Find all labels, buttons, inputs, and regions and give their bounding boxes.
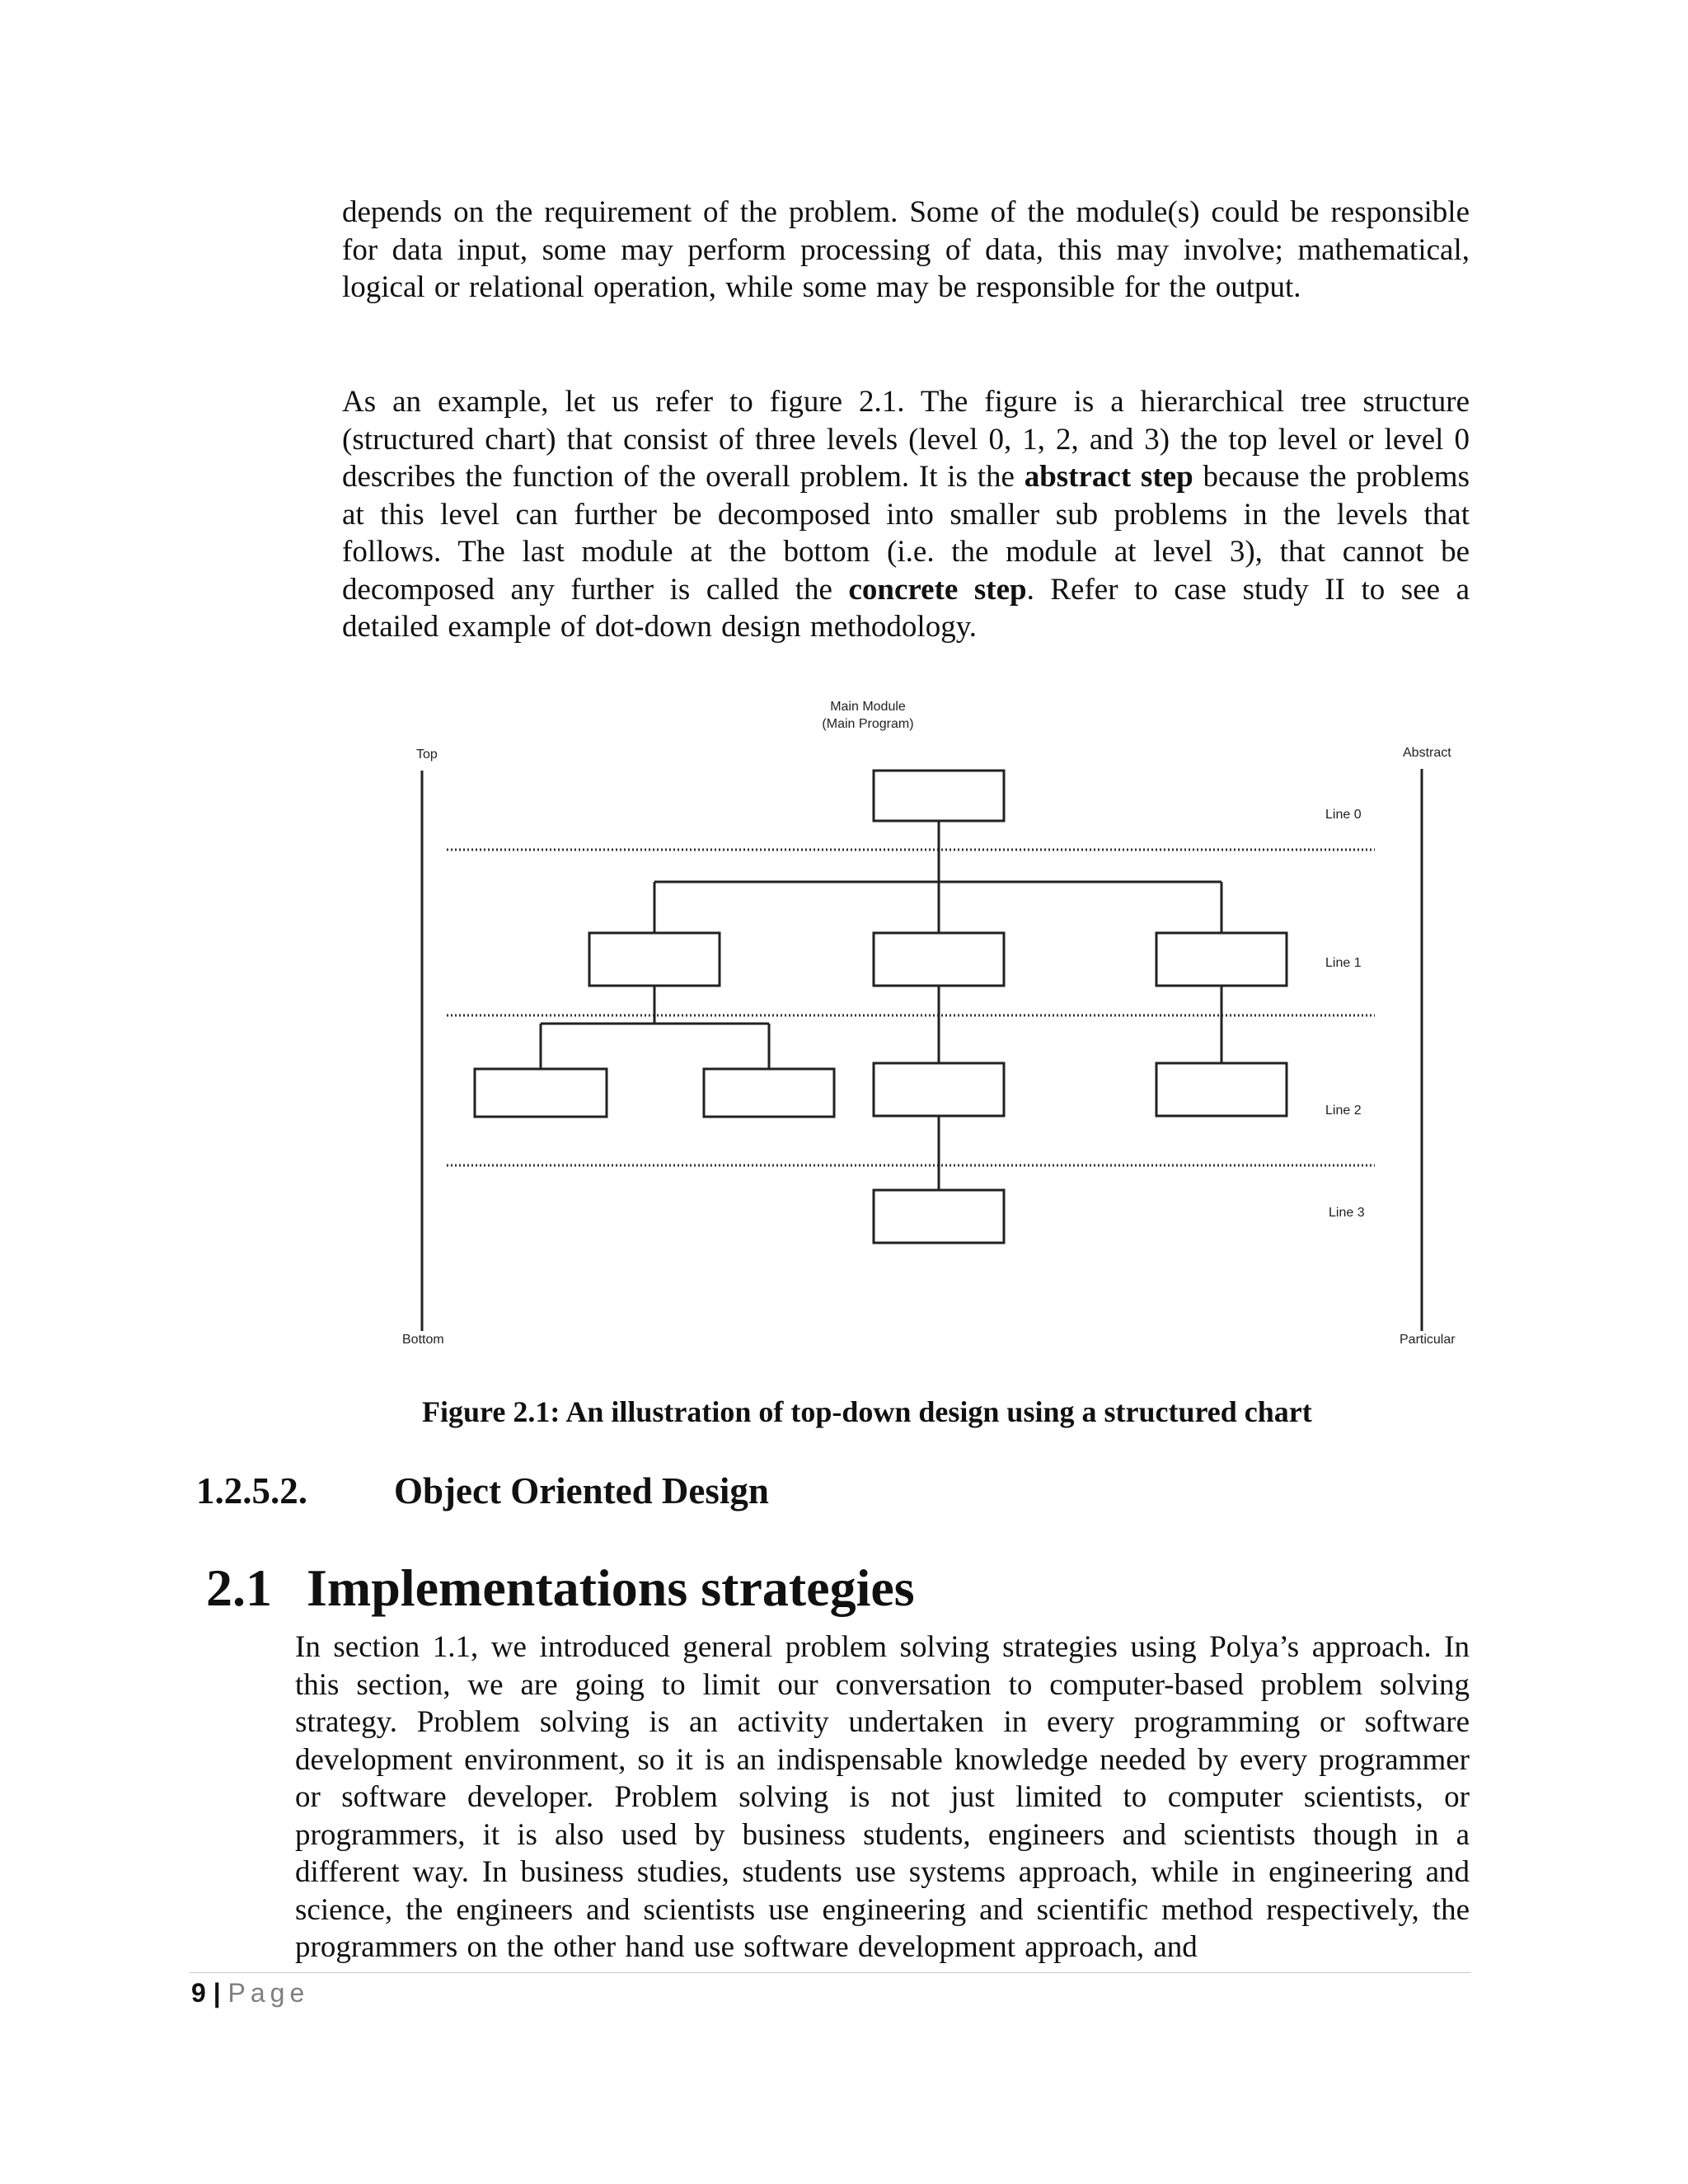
structured-chart-figure [387, 692, 1459, 1368]
module-box-level2-b [704, 1069, 834, 1117]
module-box-level2-right [1156, 1063, 1287, 1116]
main-module-label-2: (Main Program) [822, 717, 914, 731]
module-box-level2-a [475, 1069, 607, 1117]
line-2-label: Line 2 [1325, 1104, 1362, 1118]
paragraph-example [342, 383, 1470, 646]
main-module-box [874, 771, 1004, 821]
section-title: Implementations strategies [307, 1558, 915, 1617]
page-number: 9 [191, 1978, 206, 2008]
section-heading-1-2-5-2 [196, 1469, 769, 1512]
module-box-level1-right [1156, 933, 1287, 986]
paragraph-modules [342, 194, 1470, 307]
concrete-step-term: concrete step [848, 572, 1027, 607]
page-footer [191, 1978, 309, 2008]
paragraph-modules-text: depends on the requirement of the problem. Some of the module(s) could be responsible for data input, some may perform processing of data, this may involve; mathematical, logical or relational operation, while some may be responsible for the output. [342, 195, 1470, 304]
paragraph-example-text-2: because the problems at this level can further be decomposed into smaller sub problems in the levels that follows. The last module at the bottom (i.e. the module at level 3), that cannot be decomposed any further is called the [342, 460, 1470, 607]
paragraph-implementation-text: In section 1.1, we introduced general problem solving strategies using Polya’s approach. In this section, we are going to limit our conversation to computer-based problem solving strategy. Problem solving is an activity undertaken in every programming or software development environment, so it is an indispensable knowledge needed by every programmer or software developer. Problem solving is not just limited to computer scientists, or programmers, it is also used by business students, engineers and scientists though in a different way. In business studies, students use systems approach, while in engineering and science, the engineers and scientists use engineering and scientific method respectively, the programmers on the other hand use software development approach, and [295, 1630, 1470, 1964]
figure-caption: Figure 2.1: An illustration of top-down design using a structured chart [422, 1395, 1312, 1428]
module-box-level1-center [874, 933, 1004, 986]
structured-chart-diagram [387, 692, 1459, 1368]
section-title: Object Oriented Design [394, 1470, 769, 1511]
abstract-label: Abstract [1403, 746, 1451, 760]
paragraph-implementation [295, 1629, 1470, 1966]
footer-divider [190, 1972, 1471, 1973]
paragraph-example-text-1: As an example, let us refer to figure 2.1. The figure is a hierarchical tree structure (structured chart) that consist of three levels (level 0, 1, 2, and 3) the top level or level 0 describes the function of the overall problem. It is the [342, 385, 1470, 494]
module-box-level3 [874, 1190, 1004, 1243]
module-box-level2-center [874, 1063, 1004, 1116]
footer-separator: | [213, 1978, 221, 2008]
main-module-label-1: Main Module [830, 700, 906, 714]
section-number: 2.1 [206, 1558, 272, 1617]
top-label: Top [416, 748, 438, 762]
paragraph-example-text-3: . Refer to case study II to see a detailed example of dot-down design methodology. [342, 572, 1470, 644]
particular-label: Particular [1400, 1333, 1456, 1347]
section-number: 1.2.5.2. [196, 1470, 307, 1511]
line-3-label: Line 3 [1329, 1206, 1365, 1220]
bottom-label: Bottom [402, 1333, 444, 1347]
section-heading-2-1 [206, 1558, 915, 1619]
page-label: Page [227, 1978, 310, 2008]
abstract-step-term: abstract step [1024, 460, 1193, 494]
line-0-label: Line 0 [1325, 808, 1362, 822]
module-box-level1-left [589, 933, 720, 986]
line-1-label: Line 1 [1325, 956, 1362, 970]
